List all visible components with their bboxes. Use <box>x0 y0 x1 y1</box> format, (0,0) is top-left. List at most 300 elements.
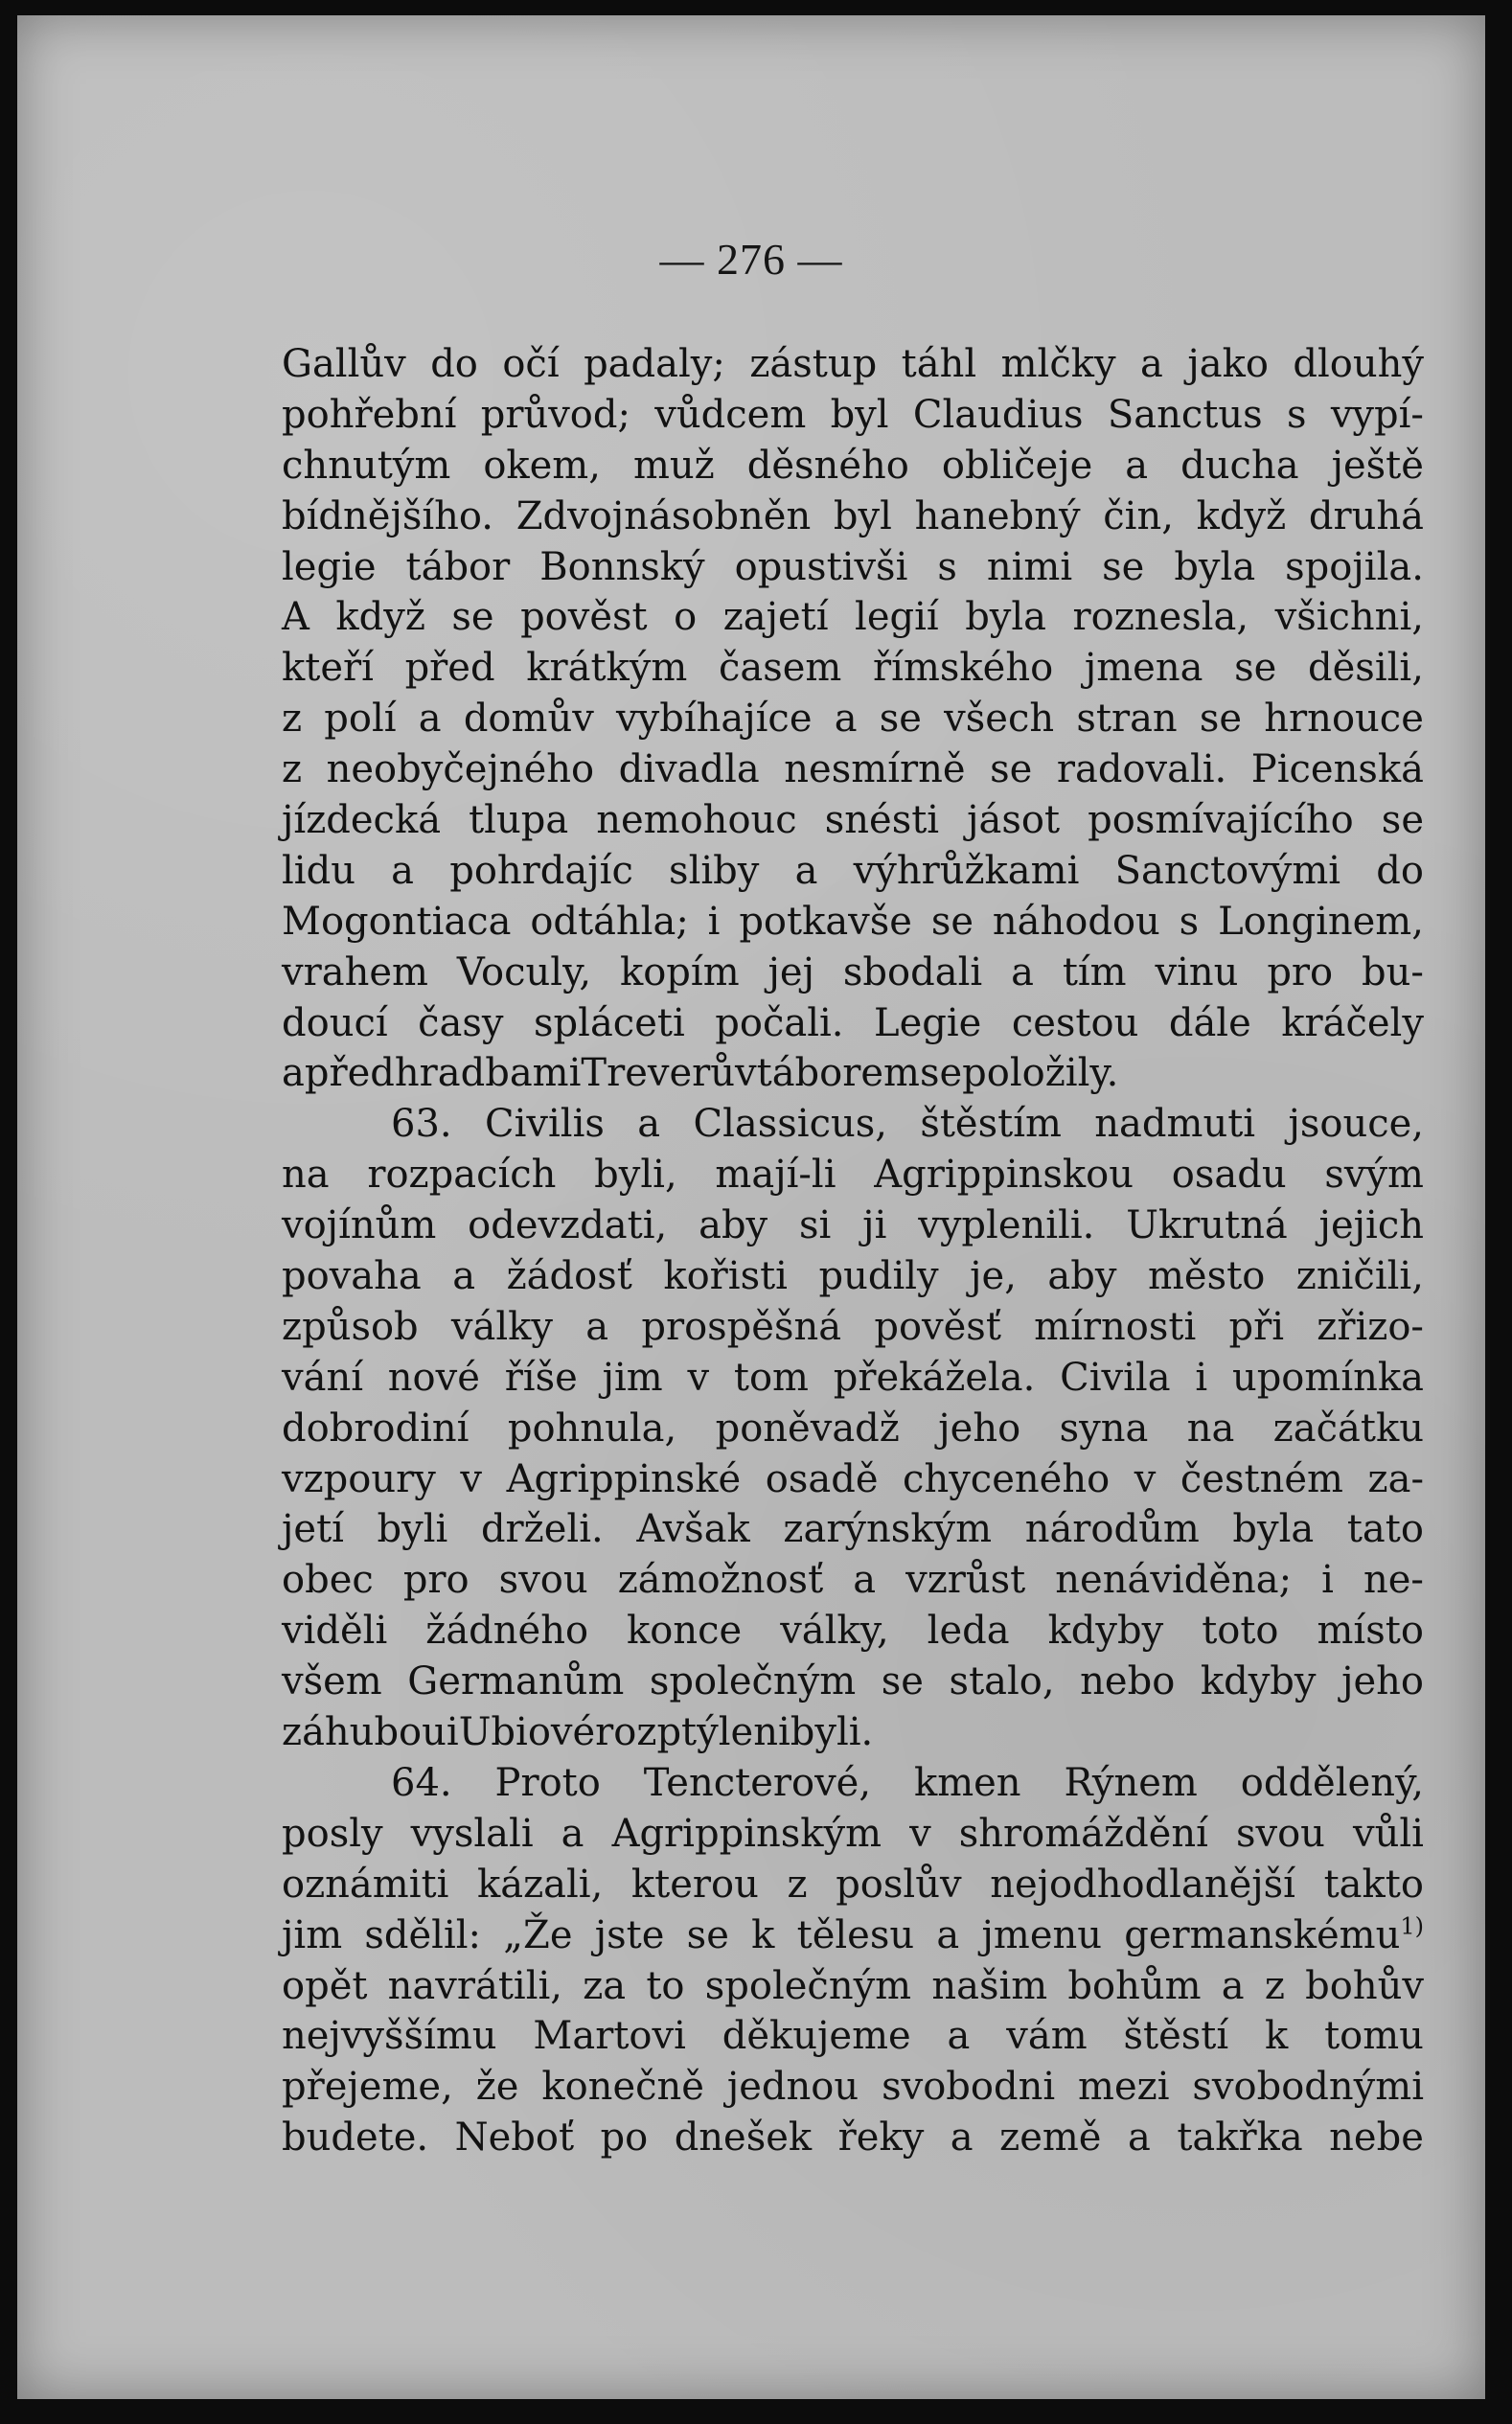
word: svou <box>498 1558 588 1603</box>
word: obec <box>282 1558 374 1603</box>
word: bohův <box>1305 1963 1424 2008</box>
word: Ubiové <box>458 1710 596 1755</box>
word: že <box>475 2065 519 2110</box>
word: kráčely <box>1281 1000 1424 1045</box>
word: Bonnský <box>539 544 705 589</box>
word: pohnula, <box>507 1406 677 1451</box>
word: se <box>451 595 494 640</box>
text-line <box>282 846 1424 897</box>
word: upomínka <box>1231 1355 1424 1400</box>
word: Agrippinskou <box>874 1153 1134 1198</box>
word: Proto <box>494 1760 601 1805</box>
text-line <box>282 897 1424 948</box>
word: štěstím <box>920 1102 1062 1147</box>
text-line <box>282 998 1424 1049</box>
text-line <box>282 441 1424 492</box>
word: nimi <box>986 544 1073 589</box>
word: mírnosti <box>1034 1304 1197 1349</box>
word: řeky <box>837 2115 925 2161</box>
word: jsouce, <box>1288 1102 1424 1147</box>
word: byl <box>833 493 892 538</box>
word: jmenu <box>981 1912 1103 1957</box>
word: odtáhla; <box>530 899 689 944</box>
word: Avšak <box>636 1507 750 1552</box>
word: jmena <box>1084 646 1203 691</box>
word: vybíhajíce <box>616 697 813 742</box>
word: rozpacích <box>367 1153 557 1198</box>
text-line <box>282 2011 1424 2062</box>
word: a <box>637 1102 661 1147</box>
word: jetí <box>282 1507 344 1552</box>
word: se <box>930 899 974 944</box>
text-line <box>282 1504 1424 1555</box>
word: dále <box>1168 1000 1251 1045</box>
word: s <box>937 544 957 589</box>
word: legie <box>282 544 377 589</box>
text-line <box>282 1048 1424 1099</box>
word: výhrůžkami <box>853 848 1080 893</box>
text-line <box>282 2113 1424 2163</box>
word: jako <box>1187 342 1269 386</box>
word: a <box>585 1304 609 1349</box>
word: národům <box>1024 1507 1200 1552</box>
word: pověst <box>520 595 648 640</box>
text-line <box>282 1201 1424 1251</box>
word: padaly; <box>584 342 725 386</box>
word: Classicus, <box>693 1102 887 1147</box>
word: jste <box>594 1912 665 1957</box>
word: pudily <box>818 1254 939 1299</box>
word: mezi <box>1078 2065 1170 2110</box>
word: mají-li <box>715 1153 836 1198</box>
word: spojila. <box>1285 544 1424 589</box>
word: kopím <box>619 949 740 995</box>
word: a <box>282 1051 305 1096</box>
word: krátkým <box>526 646 688 691</box>
word: žádného <box>425 1609 589 1654</box>
word: z <box>787 1862 808 1907</box>
text-line <box>282 1758 1424 1809</box>
word: vám <box>1006 2014 1088 2059</box>
text-line <box>282 1555 1424 1606</box>
word: vyplenili. <box>918 1203 1095 1248</box>
word: a <box>950 2115 974 2161</box>
word: tom <box>733 1355 809 1400</box>
text-line <box>282 390 1424 441</box>
word: jej <box>767 949 815 995</box>
word: a <box>936 1912 960 1957</box>
word: radovali. <box>1056 747 1227 792</box>
word: z <box>282 747 303 792</box>
word: ne- <box>1363 1558 1424 1603</box>
word: vůdcem <box>654 392 807 437</box>
word: Martovi <box>533 2014 686 2059</box>
word: žádosť <box>506 1254 632 1299</box>
word: divadla <box>618 747 760 792</box>
word: a <box>1011 949 1034 995</box>
word: záhubou <box>282 1710 447 1755</box>
word: vzrůst <box>905 1558 1026 1603</box>
word: z <box>1264 1963 1285 2008</box>
word: při <box>1228 1304 1285 1349</box>
word: takto <box>1323 1862 1424 1907</box>
body-text <box>282 339 1424 2163</box>
word: vůli <box>1352 1811 1424 1856</box>
word: nenáviděna; <box>1055 1558 1293 1603</box>
word: položily. <box>962 1051 1119 1096</box>
word: dnešek <box>674 2115 813 2161</box>
word: tělesu <box>796 1912 915 1957</box>
word: hanebný <box>914 493 1081 538</box>
word: vypí- <box>1330 392 1424 437</box>
word: aby <box>1047 1254 1117 1299</box>
word: náhodou <box>992 899 1160 944</box>
word: jeho <box>938 1406 1021 1451</box>
word: hrnouce <box>1264 697 1424 742</box>
word: okem, <box>483 443 601 488</box>
word: na <box>282 1153 330 1198</box>
word: se <box>919 1051 963 1096</box>
word: z <box>282 697 303 742</box>
word: a <box>834 697 858 742</box>
text-line <box>282 795 1424 846</box>
word: i <box>446 1710 459 1755</box>
word: to <box>646 1963 685 2008</box>
word: nebo <box>1080 1659 1176 1704</box>
word: jeho <box>1341 1659 1424 1704</box>
text-line <box>282 339 1424 390</box>
word: a <box>1127 2115 1151 2161</box>
word: Germanům <box>407 1659 625 1704</box>
word: Civilis <box>484 1102 605 1147</box>
word: Longinem, <box>1218 899 1424 944</box>
word: se <box>1381 798 1424 843</box>
word: Ukrutná <box>1126 1203 1288 1248</box>
word: potkavše <box>739 899 912 944</box>
text-line <box>282 1657 1424 1707</box>
word: zničili, <box>1295 1254 1424 1299</box>
word: o <box>674 595 698 640</box>
word: vzpoury <box>282 1456 436 1501</box>
word: táborem <box>756 1051 920 1096</box>
word: říše <box>504 1355 578 1400</box>
word: neobyčejného <box>326 747 595 792</box>
word: vání <box>282 1355 363 1400</box>
word: a <box>853 1558 877 1603</box>
word: nesmírně <box>784 747 966 792</box>
text-line <box>282 1302 1424 1353</box>
word: Sanctovými <box>1114 848 1341 893</box>
word: a <box>391 848 415 893</box>
text-line <box>282 694 1424 744</box>
text-line <box>282 2062 1424 2113</box>
word: Neboť <box>454 2115 575 2161</box>
word: Rýnem <box>1064 1760 1198 1805</box>
text-line <box>282 1606 1424 1657</box>
word: tím <box>1062 949 1127 995</box>
word: posly <box>282 1811 383 1856</box>
word: k <box>751 1912 775 1957</box>
word: zarýnským <box>783 1507 993 1552</box>
word: sliby <box>669 848 760 893</box>
word: shromáždění <box>958 1811 1208 1856</box>
word: děsili, <box>1308 646 1424 691</box>
word: svobodni <box>882 2065 1056 2110</box>
word: všech <box>944 697 1055 742</box>
word: kdyby <box>1200 1659 1317 1704</box>
word: do <box>1376 848 1424 893</box>
word: aby <box>699 1203 768 1248</box>
word: v <box>687 1355 710 1400</box>
word: svým <box>1324 1153 1424 1198</box>
text-line <box>282 1454 1424 1505</box>
text-line <box>282 1404 1424 1454</box>
word: svobodnými <box>1192 2065 1424 2110</box>
word: nebe <box>1329 2115 1424 2161</box>
word: mlčky <box>1000 342 1116 386</box>
word: stalo, <box>949 1659 1055 1704</box>
word: společným <box>649 1659 857 1704</box>
word: když <box>1196 493 1287 538</box>
word: obličeje <box>941 443 1093 488</box>
word: Civila <box>1060 1355 1171 1400</box>
word: opět <box>282 1963 368 2008</box>
word: války <box>450 1304 553 1349</box>
word: dobrodiní <box>282 1406 470 1451</box>
text-line <box>282 1150 1424 1201</box>
text-line <box>282 948 1424 998</box>
word: čin, <box>1103 493 1174 538</box>
word: byli. <box>790 1710 874 1755</box>
word: chnutým <box>282 443 451 488</box>
word: lidu <box>282 848 355 893</box>
word: kmen <box>913 1760 1021 1805</box>
word: všichni, <box>1274 595 1424 640</box>
word: Sanctus <box>1107 392 1263 437</box>
word: Picenská <box>1250 747 1424 792</box>
page-number: — 276 — <box>659 235 843 284</box>
word: očí <box>502 342 560 386</box>
word: sdělil: <box>364 1912 482 1957</box>
word: se <box>990 747 1033 792</box>
word: našim <box>931 1963 1048 2008</box>
word: stran <box>1076 697 1178 742</box>
word: místo <box>1317 1609 1424 1654</box>
word: táhl <box>901 342 977 386</box>
word: posmívajícího <box>1088 798 1354 843</box>
word: všem <box>282 1659 382 1704</box>
text-line <box>282 1910 1424 1961</box>
word: bohům <box>1067 1963 1202 2008</box>
word: se <box>881 1659 924 1704</box>
word: muž <box>632 443 715 488</box>
word: pověsť <box>874 1304 1001 1349</box>
word: roznesla, <box>1072 595 1249 640</box>
word: opustivši <box>734 544 908 589</box>
word: poněvadž <box>715 1406 900 1451</box>
word: ji <box>862 1203 887 1248</box>
word: hradbami <box>394 1051 582 1096</box>
word: a <box>1221 1963 1245 2008</box>
text-line <box>282 744 1424 795</box>
word: pohřební <box>282 392 457 437</box>
word: druhá <box>1308 493 1424 538</box>
word: nové <box>387 1355 480 1400</box>
word: před <box>404 646 495 691</box>
text-line <box>282 643 1424 694</box>
word: nejodhodlanější <box>990 1862 1295 1907</box>
word: vojínům <box>282 1203 437 1248</box>
word: pohrdajíc <box>449 848 633 893</box>
word: jízdecká <box>282 798 442 843</box>
word: Agrippinským <box>611 1811 882 1856</box>
word: společným <box>704 1963 912 2008</box>
word: štěstí <box>1123 2014 1229 2059</box>
word: byla <box>1232 1507 1315 1552</box>
word: zřizo- <box>1317 1304 1424 1349</box>
word: viděli <box>282 1609 388 1654</box>
word: osadu <box>1171 1153 1287 1198</box>
word: s <box>1179 899 1200 944</box>
word: i <box>1195 1355 1208 1400</box>
word: zástup <box>749 342 878 386</box>
word: chyceného <box>903 1456 1111 1501</box>
word: s <box>1286 392 1307 437</box>
word: tato <box>1346 1507 1424 1552</box>
word: v <box>909 1811 931 1856</box>
word: průvod; <box>480 392 630 437</box>
text-line <box>282 1251 1424 1302</box>
word: jednou <box>726 2065 859 2110</box>
word: kázali, <box>476 1862 604 1907</box>
word: nadmuti <box>1094 1102 1256 1147</box>
word: polí <box>324 697 397 742</box>
word: cestou <box>1011 1000 1139 1045</box>
word: tlupa <box>469 798 569 843</box>
text-line <box>282 492 1424 542</box>
word: k <box>1264 2014 1289 2059</box>
word: je, <box>970 1254 1017 1299</box>
word: Gallův <box>282 342 406 386</box>
word: začátku <box>1272 1406 1424 1451</box>
word: Zdvojnásobněn <box>515 493 812 538</box>
word: na <box>1186 1406 1235 1451</box>
word: války, <box>780 1609 889 1654</box>
word: děkujeme <box>722 2014 911 2059</box>
word: kořisti <box>663 1254 788 1299</box>
text-line <box>282 1099 1424 1150</box>
word: drželi. <box>480 1507 604 1552</box>
word: Voculy, <box>456 949 592 995</box>
word: za- <box>1367 1456 1424 1501</box>
word: osadě <box>765 1456 879 1501</box>
text-line <box>282 1961 1424 2012</box>
word: germanskému$^{1)}$ <box>1124 1912 1424 1957</box>
word: leda <box>927 1609 1010 1654</box>
word: Treverův <box>581 1051 757 1096</box>
word: tábor <box>405 544 511 589</box>
word: spláceti <box>534 1000 685 1045</box>
word: v <box>460 1456 483 1501</box>
word: rozptýleni <box>595 1710 790 1755</box>
word: byli <box>377 1507 448 1552</box>
word: kterou <box>630 1862 759 1907</box>
word: dlouhý <box>1293 342 1424 386</box>
word: toto <box>1202 1609 1279 1654</box>
word: kteří <box>282 646 374 691</box>
word: legií <box>855 595 939 640</box>
word: „Že <box>503 1912 573 1957</box>
word: budete. <box>282 2115 429 2161</box>
word: a <box>418 697 442 742</box>
book-page <box>17 15 1485 2399</box>
word: se <box>1102 544 1145 589</box>
word: se <box>686 1912 729 1957</box>
word: pro <box>1267 949 1334 995</box>
text-line <box>282 1860 1424 1910</box>
word: a <box>561 1811 584 1856</box>
word: do <box>430 342 478 386</box>
word: římského <box>873 646 1054 691</box>
word: a <box>1140 342 1163 386</box>
word: si <box>799 1203 832 1248</box>
word: jim <box>602 1355 663 1400</box>
word: Mogontiaca <box>282 899 512 944</box>
word: svou <box>1235 1811 1325 1856</box>
word: i <box>1321 1558 1334 1603</box>
word: i <box>707 899 721 944</box>
word: a <box>452 1254 476 1299</box>
word: poslův <box>836 1862 962 1907</box>
word: domův <box>463 697 594 742</box>
text-line <box>282 1809 1424 1860</box>
word: doucí <box>282 1000 388 1045</box>
word: Legie <box>874 1000 982 1045</box>
word: počali. <box>715 1000 844 1045</box>
word: nejvyššímu <box>282 2014 497 2059</box>
word: konečně <box>541 2065 704 2110</box>
word: byla <box>1174 544 1256 589</box>
word: překážela. <box>833 1355 1036 1400</box>
word: čestném <box>1180 1456 1343 1501</box>
word: země <box>999 2115 1102 2161</box>
word: konce <box>627 1609 743 1654</box>
word: jásot <box>967 798 1061 843</box>
word: způsob <box>282 1304 419 1349</box>
word: vinu <box>1155 949 1239 995</box>
word: prospěšná <box>641 1304 842 1349</box>
word: přejeme, <box>282 2065 453 2110</box>
word: zajetí <box>722 595 829 640</box>
word: jejich <box>1318 1203 1424 1248</box>
word: časy <box>418 1000 504 1045</box>
word: se <box>1234 646 1277 691</box>
word: takřka <box>1177 2115 1303 2161</box>
word: ducha <box>1180 443 1299 488</box>
word: navrátili, <box>387 1963 562 2008</box>
word: v <box>1134 1456 1157 1501</box>
word: jim <box>282 1912 343 1957</box>
footnote-marker: 1) <box>1400 1912 1424 1940</box>
word: pro <box>402 1558 470 1603</box>
word: vrahem <box>282 949 428 995</box>
word: a <box>794 848 818 893</box>
word: se <box>1199 697 1243 742</box>
word: oznámiti <box>282 1862 449 1907</box>
word: Agrippinské <box>506 1456 742 1501</box>
word: bídnějšího. <box>282 493 494 538</box>
word: vyslali <box>410 1811 534 1856</box>
